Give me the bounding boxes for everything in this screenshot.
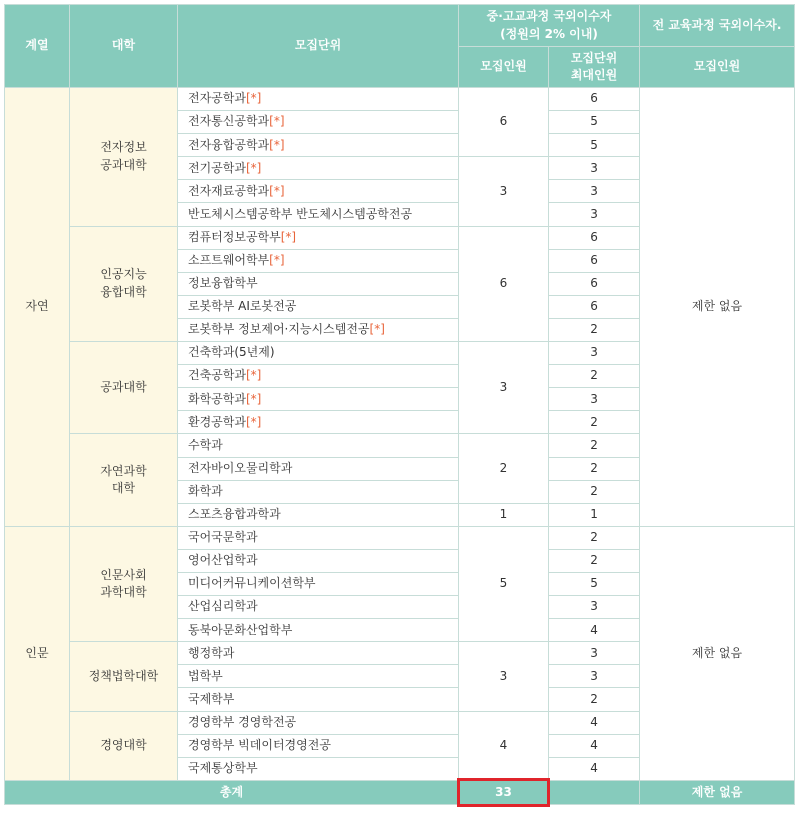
unit-cell	[178, 88, 459, 111]
college-name-line1: 인문사회	[100, 567, 147, 582]
header-group-a	[459, 5, 640, 47]
category-cell: 인문	[5, 526, 70, 780]
header-group-b: 전 교육과정 국외이수자.	[640, 5, 795, 47]
college-cell	[70, 88, 178, 227]
unit-name: 전자통신공학과	[188, 114, 270, 129]
unit-cell	[178, 572, 459, 595]
max-count-cell: 2	[549, 411, 640, 434]
max-count-cell: 3	[549, 665, 640, 688]
recruit-count-cell: 5	[459, 526, 549, 641]
recruit-count-cell: 4	[459, 711, 549, 780]
max-count-cell: 3	[549, 388, 640, 411]
unit-name: 로봇학부 AI로봇전공	[188, 299, 297, 314]
max-count-cell: 4	[549, 734, 640, 757]
unit-cell	[178, 203, 459, 226]
table-row	[5, 526, 795, 549]
header-group-a-max-line2: 최대인원	[570, 68, 618, 82]
unit-mark: [*]	[269, 137, 285, 152]
college-name-line1: 정책법학대학	[88, 668, 159, 683]
max-count-cell: 6	[549, 249, 640, 272]
recruit-count-cell: 2	[459, 434, 549, 503]
college-cell	[70, 226, 178, 341]
unit-cell	[178, 111, 459, 134]
unit-mark: [*]	[245, 160, 262, 175]
unit-cell	[178, 549, 459, 572]
unit-cell	[178, 365, 459, 388]
college-name-line2: 융합대학	[100, 284, 147, 299]
header-group-a-max-line1: 모집단위	[570, 50, 618, 65]
max-count-cell: 3	[549, 596, 640, 619]
unit-cell	[178, 480, 459, 503]
unit-name: 영어산업학과	[188, 553, 258, 568]
college-name-line1: 인공지능	[100, 267, 147, 282]
unit-mark: [*]	[245, 414, 262, 429]
unit-name: 경영학부 빅데이터경영전공	[188, 737, 331, 752]
recruit-count-cell: 3	[459, 342, 549, 434]
unit-cell	[178, 272, 459, 295]
unit-mark: [*]	[245, 368, 262, 383]
college-name-line2: 공과대학	[100, 157, 147, 172]
max-count-cell: 4	[549, 711, 640, 734]
unit-name: 스포츠융합과학과	[188, 507, 281, 522]
max-count-cell: 2	[549, 688, 640, 711]
unit-name: 환경공학과	[188, 414, 246, 429]
unit-name: 법학부	[188, 668, 223, 683]
max-count-cell: 2	[549, 526, 640, 549]
category-cell: 자연	[5, 88, 70, 527]
header-group-b-recruit: 모집인원	[640, 47, 795, 88]
unit-name: 로봇학부 정보제어·지능시스템전공	[188, 322, 370, 337]
unit-cell	[178, 665, 459, 688]
unit-mark: [*]	[269, 183, 285, 198]
unit-cell	[178, 711, 459, 734]
unit-name: 화학과	[188, 483, 223, 498]
max-count-cell: 6	[549, 88, 640, 111]
unit-name: 미디어커뮤니케이션학부	[188, 576, 316, 591]
recruit-count-cell: 3	[459, 157, 549, 226]
unit-name: 정보융합학부	[188, 276, 258, 291]
header-group-a-title: 중·고교과정 국외이수자	[486, 9, 612, 24]
max-count-cell: 2	[549, 318, 640, 341]
unit-cell	[178, 249, 459, 272]
college-cell	[70, 342, 178, 434]
unit-cell	[178, 503, 459, 526]
unit-cell	[178, 526, 459, 549]
unit-cell	[178, 757, 459, 780]
max-count-cell: 3	[549, 203, 640, 226]
unit-name: 소프트웨어학부	[188, 253, 270, 267]
max-count-cell: 6	[549, 295, 640, 318]
unit-name: 전기공학과	[188, 160, 246, 175]
header-unit: 모집단위	[178, 5, 459, 88]
recruitment-table	[4, 4, 795, 805]
unit-name: 전자공학과	[188, 91, 246, 106]
table-header	[5, 5, 795, 88]
max-count-cell: 1	[549, 503, 640, 526]
max-count-cell: 4	[549, 757, 640, 780]
recruit-count-cell: 3	[459, 642, 549, 711]
total-count: 33	[495, 784, 512, 799]
unit-cell	[178, 318, 459, 341]
unit-cell	[178, 157, 459, 180]
max-count-cell: 5	[549, 111, 640, 134]
max-count-cell: 2	[549, 434, 640, 457]
max-count-cell: 6	[549, 226, 640, 249]
college-cell	[70, 711, 178, 780]
header-group-a-recruit: 모집인원	[459, 47, 549, 88]
max-count-cell: 3	[549, 180, 640, 203]
unit-mark: [*]	[269, 253, 285, 267]
table-body	[5, 88, 795, 781]
unit-mark: [*]	[369, 322, 385, 337]
max-count-cell: 3	[549, 642, 640, 665]
unit-cell	[178, 226, 459, 249]
max-count-cell: 6	[549, 272, 640, 295]
college-name-line2: 대학	[111, 481, 136, 496]
max-count-cell: 4	[549, 619, 640, 642]
max-count-cell: 3	[549, 342, 640, 365]
recruit-count-cell: 6	[459, 226, 549, 341]
unit-name: 국제통상학부	[188, 761, 258, 776]
unit-name: 건축학과(5년제)	[188, 345, 275, 360]
unit-mark: [*]	[245, 391, 262, 406]
header-college: 대학	[70, 5, 178, 88]
total-max-empty	[549, 780, 640, 804]
recruit-count-cell: 6	[459, 88, 549, 157]
limit-cell: 제한 없음	[640, 526, 795, 780]
college-name-line1: 자연과학	[100, 463, 147, 478]
unit-name: 산업심리학과	[188, 599, 258, 614]
unit-mark: [*]	[280, 229, 297, 244]
college-cell	[70, 642, 178, 711]
unit-cell	[178, 596, 459, 619]
header-category: 계열	[5, 5, 70, 88]
college-cell	[70, 526, 178, 641]
max-count-cell: 2	[549, 480, 640, 503]
unit-name: 전자재료공학과	[188, 183, 270, 198]
unit-name: 국어국문학과	[188, 530, 258, 545]
header-group-a-max	[549, 47, 640, 88]
unit-cell	[178, 342, 459, 365]
max-count-cell: 2	[549, 365, 640, 388]
unit-name: 반도체시스템공학부 반도체시스템공학전공	[188, 206, 413, 221]
unit-cell	[178, 619, 459, 642]
max-count-cell: 2	[549, 549, 640, 572]
max-count-cell: 2	[549, 457, 640, 480]
header-group-a-note: (정원의 2% 이내)	[500, 26, 598, 41]
max-count-cell: 5	[549, 134, 640, 157]
college-name-line2: 과학대학	[100, 585, 147, 600]
unit-name: 전자융합공학과	[188, 137, 270, 152]
college-cell	[70, 434, 178, 526]
total-row	[5, 780, 795, 804]
unit-cell	[178, 457, 459, 480]
unit-name: 행정학과	[188, 645, 235, 660]
unit-name: 전자바이오물리학과	[188, 460, 293, 475]
college-name-line1: 공과대학	[100, 380, 147, 395]
unit-cell	[178, 411, 459, 434]
table-row	[5, 88, 795, 111]
max-count-cell: 5	[549, 572, 640, 595]
unit-cell	[178, 734, 459, 757]
unit-cell	[178, 642, 459, 665]
unit-name: 컴퓨터정보공학부	[188, 229, 281, 244]
unit-cell	[178, 688, 459, 711]
max-count-cell: 3	[549, 157, 640, 180]
total-label: 총계	[5, 780, 459, 804]
unit-name: 동북아문화산업학부	[188, 622, 293, 637]
unit-mark: [*]	[269, 114, 285, 129]
recruit-count-cell: 1	[459, 503, 549, 526]
unit-mark: [*]	[245, 91, 262, 106]
unit-cell	[178, 134, 459, 157]
unit-name: 화학공학과	[188, 391, 246, 406]
unit-cell	[178, 388, 459, 411]
college-name-line1: 전자정보	[100, 140, 147, 155]
unit-name: 국제학부	[188, 691, 235, 706]
total-limit: 제한 없음	[640, 780, 795, 804]
total-count-cell	[459, 780, 549, 804]
unit-name: 경영학부 경영학전공	[188, 714, 297, 729]
unit-cell	[178, 434, 459, 457]
unit-cell	[178, 295, 459, 318]
unit-cell	[178, 180, 459, 203]
unit-name: 건축공학과	[188, 368, 246, 383]
unit-name: 수학과	[188, 437, 223, 452]
college-name-line1: 경영대학	[100, 737, 147, 752]
limit-cell: 제한 없음	[640, 88, 795, 527]
